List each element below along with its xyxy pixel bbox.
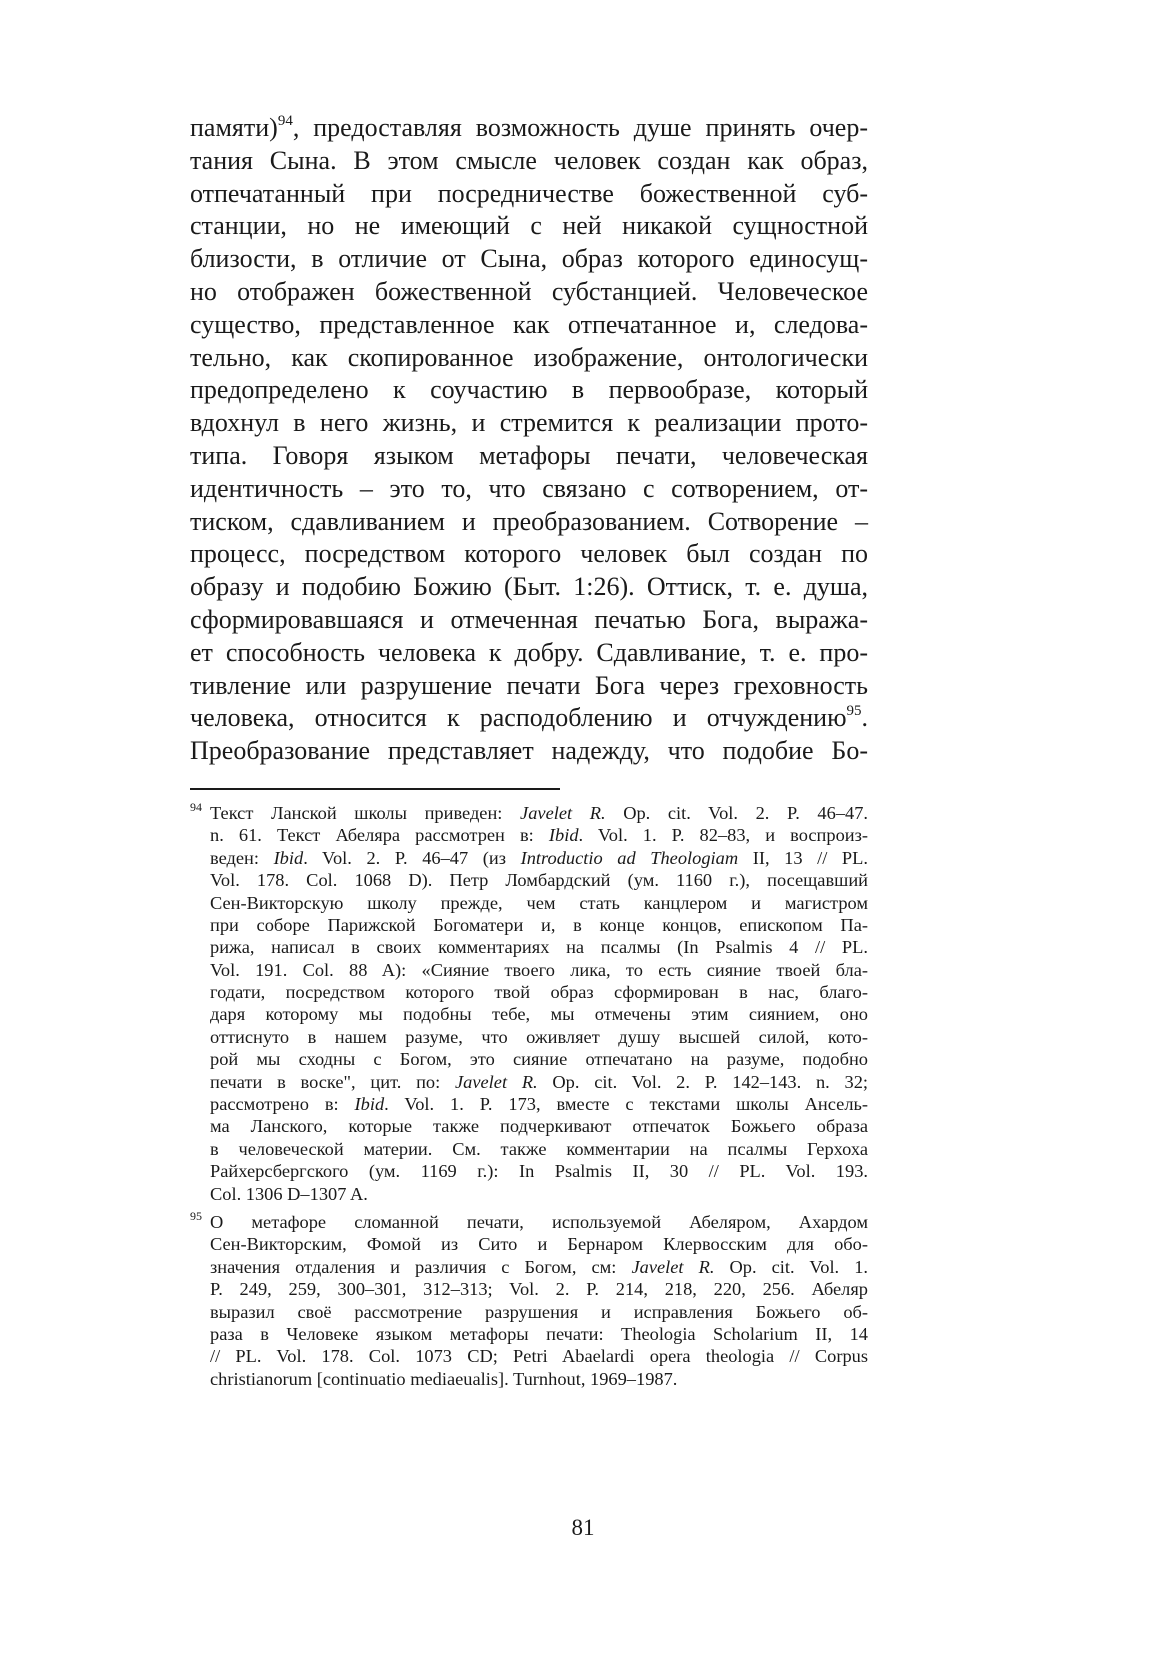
text-line: тельно, как скопированное изображение, онтологически: [190, 342, 868, 372]
footnote-line: Текст Ланской школы приведен: Javelet R. Op. cit. Vol. 2. P. 46–47.: [210, 802, 869, 823]
footnote-ref: 94: [277, 113, 293, 129]
footnote-line: выразил своё рассмотрение разрушения и исправления Божьего об-: [210, 1301, 868, 1322]
footnote-line: Сен-Викторскую школу прежде, чем стать канцлером и магистром: [210, 892, 868, 913]
footnote-line: Райхерсбергского (ум. 1169 г.): In Psalmis II, 30 // PL. Vol. 193.: [210, 1161, 868, 1182]
page-number: 81: [571, 1515, 595, 1540]
footnote-line: печати в воске", цит. по: Javelet R. Op. cit. Vol. 2. P. 142–143. n. 32;: [210, 1071, 869, 1092]
footnote-line: Vol. 191. Col. 88 A): «Сияние твоего лика, то есть сияние твоей бла-: [210, 959, 868, 980]
footnote-number: 95: [190, 1208, 202, 1223]
page-content: [190, 112, 868, 1390]
footnote-line: ма Ланского, которые также подчеркивают отпечаток Божьего образа: [210, 1116, 868, 1137]
footnote-ref: 95: [846, 703, 862, 720]
text-line: предопределено к соучастию в первообразе, который: [190, 375, 868, 405]
text-line: тания Сына. В этом смысле человек создан как образ,: [190, 145, 868, 175]
footnote-line: при соборе Парижской Богоматери и, в конце концов, епископом Па-: [210, 914, 868, 935]
text-line: существо, представленное как отпечатанное и, следова-: [190, 309, 868, 339]
footnote-line: рассмотрено в: Ibid. Vol. 1. P. 173, вместе с текстами школы Ансель-: [210, 1094, 869, 1115]
text-line: человека, относится к расподоблению и отчуждению$^{95}$.: [190, 703, 868, 733]
text-line: ет способность человека к добру. Сдавливание, т. е. про-: [190, 637, 868, 667]
footnote-line: годати, посредством которого твой образ сформирован в нас, благо-: [210, 982, 868, 1003]
text-line: Преобразование представляет надежду, что подобие Бо-: [190, 736, 868, 766]
text-line: идентичность – это то, что связано с сотворением, от-: [190, 473, 868, 503]
text-line: вдохнул в него жизнь, и стремится к реализации прото-: [190, 408, 868, 438]
text-line: памяти)$^{94}$, предоставляя возможность душе принять очер-: [190, 113, 868, 142]
footnote-line: раза в Человеке языком метафоры печати: Theologia Scholarium II, 14: [210, 1323, 868, 1344]
footnote-line: n. 61. Текст Абеляра рассмотрен в: Ibid. Vol. 1. P. 82–83, и воспроиз-: [210, 825, 869, 846]
footnote-line: рой мы сходны с Богом, это сияние отпечатано на разуме, подобно: [210, 1049, 868, 1070]
footnote-separator: [190, 788, 560, 790]
footnote-line: веден: Ibid. Vol. 2. P. 46–47 (из Introductio ad Theologiam II, 13 // PL.: [210, 847, 868, 868]
footnote-line: оттиснуто в нашем разуме, что оживляет душу высшей силой, кото-: [210, 1026, 868, 1047]
text-line: отпечатанный при посредничестве божественной суб-: [190, 178, 868, 208]
text-line: тиском, сдавливанием и преобразованием. Сотворение –: [190, 506, 868, 536]
text-line: но отображен божественной субстанцией. Человеческое: [190, 276, 868, 306]
footnote-line: рижа, написал в своих комментариях на псалмы (In Psalmis 4 // PL.: [210, 937, 868, 958]
footnotes: [190, 799, 869, 1390]
footnote-94: [190, 799, 869, 1205]
text-line: близости, в отличие от Сына, образ которого единосущ-: [190, 244, 868, 274]
footnote-line: О метафоре сломанной печати, используемой Абеляром, Ахардом: [210, 1211, 868, 1232]
footnote-line: в человеческой материи. См. также комментарии на псалмы Герхоха: [210, 1138, 868, 1159]
footnote-line: christianorum [continuatio mediaeualis]. Turnhout, 1969–1987.: [210, 1368, 678, 1389]
footnote-95: [190, 1208, 869, 1390]
footnote-line: Col. 1306 D–1307 A.: [210, 1183, 368, 1204]
text-line: тивление или разрушение печати Бога через греховность: [190, 670, 868, 700]
footnote-line: // PL. Vol. 178. Col. 1073 CD; Petri Abaelardi opera theologia // Corpus: [210, 1346, 868, 1367]
text-line: образу и подобию Божию (Быт. 1:26). Оттиск, т. е. душа,: [190, 572, 868, 602]
text-line: типа. Говоря языком метафоры печати, человеческая: [190, 440, 868, 470]
text-line: процесс, посредством которого человек был создан по: [190, 539, 868, 569]
footnote-line: значения отдаления и различия с Богом, см: Javelet R. Op. cit. Vol. 1.: [210, 1256, 869, 1277]
footnote-line: Сен-Викторским, Фомой из Сито и Бернаром Клервосским для обо-: [210, 1234, 868, 1255]
footnote-number: 94: [190, 799, 202, 814]
text-line: сформировавшаяся и отмеченная печатью Бога, выража-: [190, 604, 868, 634]
main-text: [190, 112, 868, 768]
footnote-line: Vol. 178. Col. 1068 D). Петр Ломбардский (ум. 1160 г.), посещавший: [210, 870, 868, 891]
footnote-line: P. 249, 259, 300–301, 312–313; Vol. 2. P. 214, 218, 220, 256. Абеляр: [210, 1279, 868, 1300]
text-line: станции, но не имеющий с ней никакой сущностной: [190, 211, 868, 241]
footnote-line: даря которому мы подобны тебе, мы отмечены этим сиянием, оно: [210, 1004, 868, 1025]
